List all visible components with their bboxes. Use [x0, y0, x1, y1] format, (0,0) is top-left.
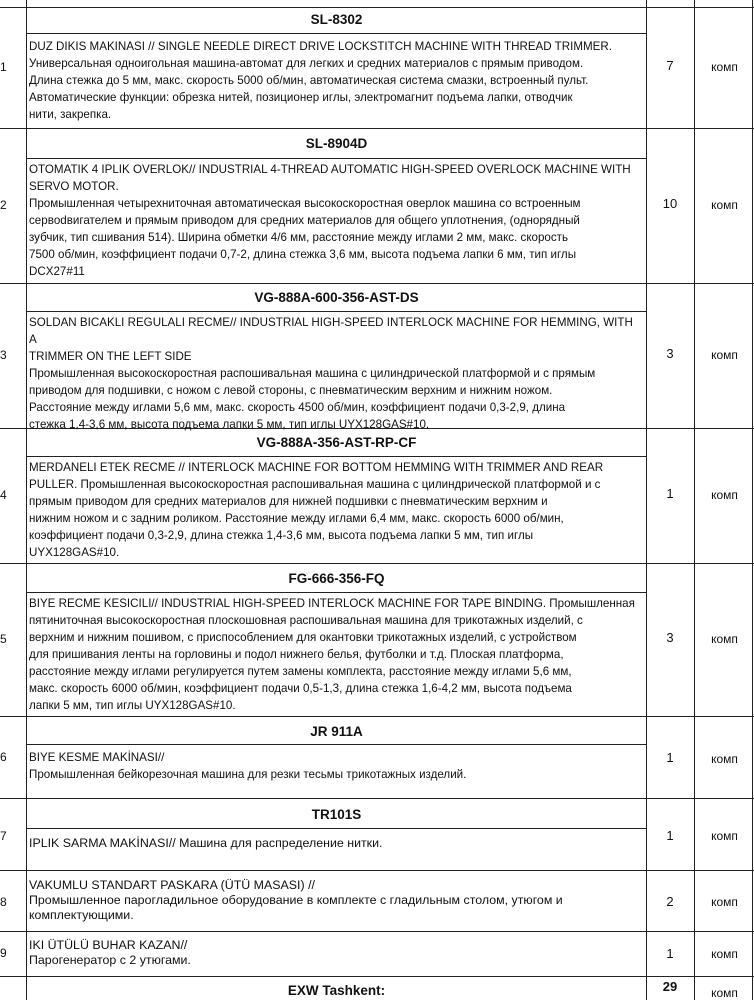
- item-unit: комп: [711, 348, 738, 362]
- item-quantity: 1: [666, 486, 674, 501]
- item-description: VAKUMLU STANDART PASKARA (ÜTÜ MASASI) // Промышленное парогладильное оборудование в комплекте с гладильным столом, утюгом и комплектующими.: [29, 878, 563, 922]
- total-unit: комп: [711, 986, 738, 1000]
- model-divider: [26, 158, 646, 159]
- item-unit: комп: [711, 632, 738, 646]
- item-number: 6: [0, 750, 7, 764]
- item-quantity: 7: [666, 58, 674, 73]
- row-divider: [0, 563, 754, 564]
- row-divider: [0, 798, 754, 799]
- row-divider: [0, 931, 754, 932]
- item-unit: комп: [711, 829, 738, 843]
- item-description: SOLDAN BICAKLI REGULALI RECME// INDUSTRIAL HIGH-SPEED INTERLOCK MACHINE FOR HEMMING, WITH A TRIMMER ON THE LEFT SIDE Промышленная высокоскоростная распошивальная машина с цилиндрической платформой и с прямым приводом для подшивки, с ножом с левой стороны, с пневматическим верхним и нижним ножом. Расстояние между иглами 5,6 мм, макс. скорость 4500 об/мин, коэффициент подачи 0,3-2,9, длина стежка 1,4-3,6 мм, высота подъема лапки 5 мм, тип иглы UYX128GAS#10.: [29, 316, 633, 431]
- item-model: FG-666-356-FQ: [288, 571, 385, 586]
- item-description: OTOMATIK 4 IPLIK OVERLOK// INDUSTRIAL 4-THREAD AUTOMATIC HIGH-SPEED OVERLOCK MACHINE WITH SERVO MOTOR. Промышленная четырехниточная автоматическая высокоскоростная оверлок машина со встроенным сервodвигателем и прямым приводом для средних материалов для общего уплотнения, (однорядный зубчик, тип сшивания 514). Ширина обметки 4/6 мм, расстояние между иглами 2 мм, макс. скорость 7500 об/мин, коэффициент подачи 0,7-2, длина стежка 3,6 мм, высота подъема лапки 6 мм, тип иглы DCX27#11: [29, 163, 631, 278]
- model-divider: [26, 744, 646, 745]
- item-number: 3: [0, 348, 7, 362]
- item-number: 5: [0, 632, 7, 646]
- item-number: 9: [0, 946, 7, 960]
- item-number: 2: [0, 198, 7, 212]
- item-model: SL-8904D: [305, 136, 368, 151]
- total-label: EXW Tashkent:: [287, 983, 386, 998]
- model-divider: [26, 456, 646, 457]
- item-model: TR101S: [311, 807, 362, 822]
- item-model: VG-888A-600-356-AST-DS: [254, 290, 419, 305]
- model-divider: [26, 828, 646, 829]
- item-unit: комп: [711, 198, 738, 212]
- item-quantity: 1: [666, 828, 674, 843]
- item-number: 1: [0, 60, 7, 74]
- item-quantity: 1: [666, 946, 674, 961]
- item-quantity: 10: [662, 196, 678, 211]
- item-description: BIYE KESME MAKİNASI// Промышленная бейкорезочная машина для резки тесьмы трикотажных изделий.: [29, 751, 467, 781]
- item-quantity: 1: [666, 750, 674, 765]
- item-description: IKI ÜTÜLÜ BUHAR KAZAN// Парогенератор с 2 утюгами.: [29, 938, 191, 967]
- item-description: MERDANELI ETEK RECME // INTERLOCK MACHINE FOR BOTTOM HEMMING WITH TRIMMER AND REAR PULLER. Промышленная высокоскоростная распошивальная машина с цилиндрической платформой и с прямым приводом для средних материалов для нижней подшивки с пневматическим верхним и нижним ножом и с задним роликом. Расстояние между иглами 6,4 мм, макс. скорость 6000 об/мин, коэффициент подачи 0,3-2,9, длина стежка 1,4-3,6 мм, высота подъема лапки 5 мм, тип иглы UYX128GAS#10.: [29, 461, 604, 559]
- row-divider: [0, 7, 754, 8]
- item-quantity: 3: [666, 346, 674, 361]
- row-divider: [0, 128, 754, 129]
- item-number: 8: [0, 895, 7, 909]
- total-quantity: 29: [662, 979, 678, 994]
- model-divider: [26, 33, 646, 34]
- item-number: 4: [0, 488, 7, 502]
- item-model: SL-8302: [310, 12, 363, 27]
- item-quantity: 3: [666, 630, 674, 645]
- item-unit: комп: [711, 60, 738, 74]
- row-divider: [0, 870, 754, 871]
- row-divider: [0, 976, 754, 977]
- item-unit: комп: [711, 752, 738, 766]
- item-quantity: 2: [666, 894, 674, 909]
- item-model: VG-888A-356-AST-RP-CF: [256, 435, 417, 450]
- row-divider: [0, 283, 754, 284]
- model-divider: [26, 311, 646, 312]
- row-divider: [0, 716, 754, 717]
- item-unit: комп: [711, 488, 738, 502]
- item-description: IPLIK SARMA MAKİNASI// Машина для распределение нитки.: [29, 836, 383, 850]
- item-unit: комп: [711, 947, 738, 961]
- item-number: 7: [0, 829, 7, 843]
- item-model: JR 911A: [310, 724, 363, 739]
- item-description: DUZ DIKIS MAKINASI // SINGLE NEEDLE DIRECT DRIVE LOCKSTITCH MACHINE WITH THREAD TRIMMER. Универсальная одноигольная машина-автомат для легких и средних материалов с прямым приводом. Длина стежка до 5 мм, макс. скорость 5000 об/мин, автоматическая система смазки, встроенный пульт. Автоматические функции: обрезка нитей, позиционер иглы, электромагнит подъема лапки, отводчик нити, закрепка.: [29, 40, 612, 121]
- item-description: BIYE RECME KESICILI// INDUSTRIAL HIGH-SPEED INTERLOCK MACHINE FOR TAPE BINDING. Промышленная пятиниточная высокоскоростная плоскошовная распошивальная машина для трикотажных изделий, с верхним и нижним пошивом, с приспособлением для окантовки трикотажных изделий, с устройством для пришивания ленты на горловины и подол нижнего белья, футболки и т.д. Плоская платформа, расстояние между иглами регулируется путем замены комплекта, расстояние между иглами 5,6 мм, макс. скорость 6000 об/мин, коэффициент подачи 0,5-1,3, длина стежка 1,6-4,2 мм, высота подъема лапки 5 мм, тип иглы UYX128GAS#10.: [29, 597, 635, 712]
- model-divider: [26, 592, 646, 593]
- item-unit: комп: [711, 895, 738, 909]
